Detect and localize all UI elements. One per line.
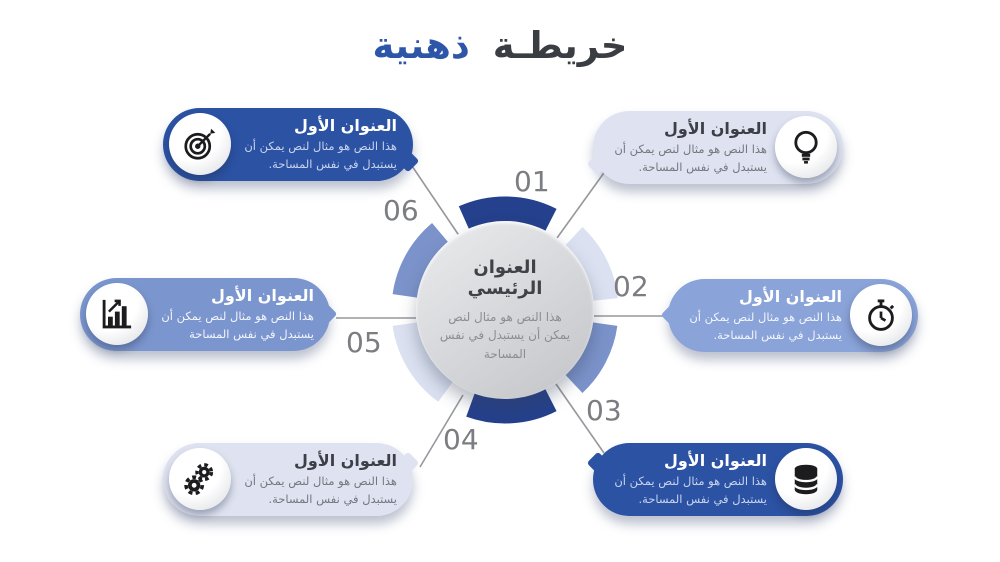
icon-badge	[86, 283, 148, 345]
card-body: هذا النص هو مثال لنص يمكن أن يستبدل في نفس المساحة.	[689, 310, 842, 342]
title-word-accent: ذهنية	[372, 24, 470, 67]
database-icon	[788, 461, 824, 497]
branch-number-04: 04	[443, 423, 479, 456]
lightbulb-icon	[788, 129, 824, 165]
ring-segment-bottom	[471, 400, 551, 411]
branch-number-05: 05	[346, 326, 382, 359]
icon-badge	[169, 448, 231, 510]
card-body: هذا النص هو مثال لنص يمكن أن يستبدل في نفس المساحة.	[614, 142, 767, 174]
card-title: العنوان الأول	[663, 451, 767, 471]
card-body: هذا النص هو مثال لنص يمكن أن يستبدل في نفس المساحة	[161, 309, 314, 341]
branch-card-01	[593, 111, 843, 184]
target-icon	[182, 126, 218, 162]
bar-chart-icon	[99, 296, 135, 332]
icon-badge	[169, 113, 231, 175]
card-body: هذا النص هو مثال لنص يمكن أن يستبدل في نفس المساحة.	[244, 139, 397, 171]
branch-number-01: 01	[514, 165, 550, 198]
ring-segment-top	[464, 209, 551, 220]
branch-number-02: 02	[613, 270, 649, 303]
icon-badge	[850, 284, 912, 346]
central-body: هذا النص هو مثال لنص يمكن أن يستبدل في نفس المساحة	[439, 309, 571, 361]
card-title: العنوان الأول	[663, 119, 767, 139]
connector-01	[557, 170, 606, 238]
card-body: هذا النص هو مثال لنص يمكن أن يستبدل في نفس المساحة.	[614, 474, 767, 506]
branch-card-03	[593, 443, 843, 516]
icon-badge	[775, 448, 837, 510]
card-title: العنوان الأول	[293, 451, 397, 471]
card-title: العنوان الأول	[210, 286, 314, 306]
branch-card-06	[163, 108, 413, 181]
branch-number-06: 06	[383, 194, 419, 227]
branch-number-03: 03	[586, 394, 622, 427]
branch-card-05	[80, 278, 330, 351]
card-title: العنوان الأول	[738, 287, 842, 307]
icon-badge	[775, 116, 837, 178]
title-word-dark: خريطـة	[492, 24, 628, 67]
card-title: العنوان الأول	[293, 116, 397, 136]
stopwatch-icon	[863, 297, 899, 333]
central-title: العنوان الرئيسي	[467, 256, 543, 299]
card-body: هذا النص هو مثال لنص يمكن أن يستبدل في نفس المساحة.	[244, 474, 397, 506]
branch-card-02	[668, 279, 918, 352]
branch-card-04	[163, 443, 413, 516]
central-node	[416, 221, 594, 399]
gears-icon	[182, 461, 218, 497]
